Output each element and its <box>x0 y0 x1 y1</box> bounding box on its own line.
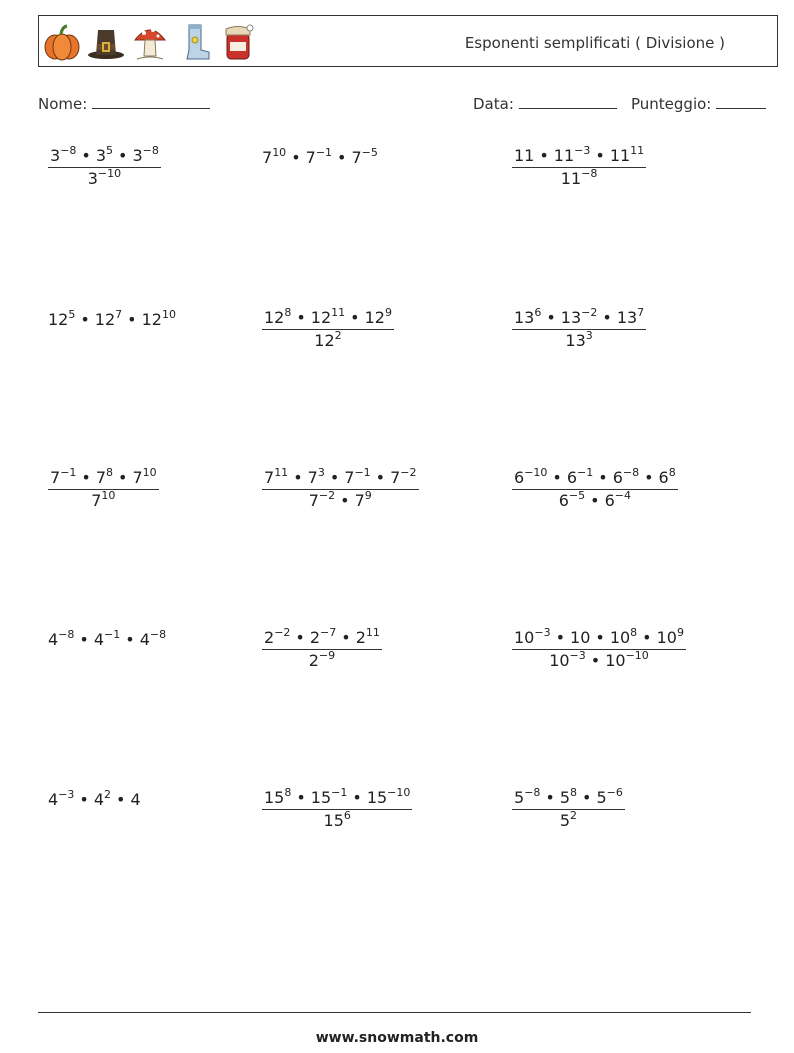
power-exponent: 2 <box>570 809 578 822</box>
power-base: 10 <box>656 628 677 647</box>
power-base: 11 <box>553 146 575 165</box>
power-base: 15 <box>264 788 285 807</box>
power-base: 10 <box>570 628 591 647</box>
power-base: 7 <box>307 468 318 487</box>
power-base: 10 <box>514 628 535 647</box>
denominator <box>512 810 625 829</box>
date-field <box>473 94 617 113</box>
fraction <box>512 626 686 670</box>
problem-8 <box>262 466 419 510</box>
power-base: 6 <box>566 468 578 487</box>
worksheet-header <box>38 15 778 67</box>
power-base: 12 <box>310 308 332 327</box>
multiply-dot: • <box>127 310 137 329</box>
multiply-dot: • <box>118 468 128 487</box>
problem-2 <box>262 146 378 167</box>
mushroom-icon <box>131 22 169 62</box>
power-exponent: 6 <box>534 306 542 319</box>
power-exponent: 9 <box>384 306 392 319</box>
power-base: 10 <box>605 651 626 670</box>
power-exponent: −3 <box>534 626 551 639</box>
multiply-dot: • <box>352 788 362 807</box>
power-exponent: 8 <box>284 786 292 799</box>
power-base: 6 <box>658 468 669 487</box>
multiply-dot: • <box>81 468 91 487</box>
multiply-dot: • <box>375 468 386 487</box>
power-base: 13 <box>560 308 582 327</box>
numerator <box>262 306 394 329</box>
power-exponent: −3 <box>569 649 586 662</box>
score-field <box>631 94 766 113</box>
problem-9 <box>512 466 678 510</box>
power-base: 12 <box>141 310 162 329</box>
power-exponent: 6 <box>343 809 351 822</box>
problem-5 <box>262 306 394 350</box>
denominator <box>262 650 382 669</box>
power-exponent: −9 <box>318 649 336 662</box>
multiply-dot: • <box>590 651 601 670</box>
power-exponent: −3 <box>58 788 75 801</box>
power-exponent: 9 <box>676 626 684 639</box>
denominator <box>512 168 646 187</box>
power-exponent: −8 <box>524 786 541 799</box>
power-exponent: −1 <box>315 146 333 159</box>
power-base: 3 <box>50 146 61 165</box>
power-exponent: 8 <box>668 466 676 479</box>
numerator <box>512 626 686 649</box>
power-base: 7 <box>262 148 273 167</box>
power-base: 12 <box>264 308 285 327</box>
power-exponent: −2 <box>274 626 291 639</box>
power-exponent: −1 <box>354 466 371 479</box>
multiply-dot: • <box>598 468 608 487</box>
power-base: 11 <box>560 169 582 188</box>
name-field <box>38 94 210 113</box>
date-blank[interactable] <box>519 94 617 109</box>
numerator <box>262 786 412 809</box>
power-exponent: 8 <box>284 306 292 319</box>
expression <box>262 146 378 167</box>
power-base: 5 <box>559 811 571 830</box>
power-base: 15 <box>366 788 388 807</box>
power-base: 7 <box>344 468 355 487</box>
header-icons <box>43 22 257 62</box>
date-label: Data: <box>473 95 514 113</box>
numerator <box>48 466 159 489</box>
multiply-dot: • <box>79 630 89 649</box>
power-exponent: 8 <box>106 466 114 479</box>
power-exponent: −5 <box>361 146 378 159</box>
power-exponent: 11 <box>274 466 289 479</box>
numerator <box>512 786 625 809</box>
power-exponent: 5 <box>68 308 76 321</box>
power-base: 15 <box>323 811 344 830</box>
power-exponent: −8 <box>622 466 640 479</box>
power-base: 7 <box>390 468 401 487</box>
power-base: 7 <box>264 468 275 487</box>
expression <box>48 308 176 329</box>
footer-divider <box>38 1012 751 1013</box>
problem-11 <box>262 626 382 670</box>
power-exponent: 11 <box>331 306 346 319</box>
power-base: 6 <box>612 468 623 487</box>
multiply-dot: • <box>644 468 654 487</box>
power-exponent: −10 <box>625 649 649 662</box>
power-exponent: −8 <box>58 628 75 641</box>
power-exponent: −8 <box>60 144 77 157</box>
power-exponent: 10 <box>101 489 116 502</box>
multiply-dot: • <box>296 788 306 807</box>
power-exponent: −4 <box>614 489 631 502</box>
power-exponent: 10 <box>272 146 287 159</box>
power-base: 2 <box>355 628 366 647</box>
power-base: 7 <box>91 491 102 510</box>
power-exponent: −8 <box>142 144 159 157</box>
power-base: 13 <box>565 331 586 350</box>
denominator <box>262 490 419 509</box>
multiply-dot: • <box>80 310 90 329</box>
multiply-dot: • <box>582 788 592 807</box>
power-exponent: −10 <box>387 786 411 799</box>
expression <box>48 628 167 649</box>
problem-13 <box>48 788 141 809</box>
pumpkin-icon <box>43 22 81 62</box>
multiply-dot: • <box>340 491 350 510</box>
power-base: 6 <box>558 491 569 510</box>
power-exponent: 10 <box>161 308 176 321</box>
power-base: 4 <box>130 790 141 809</box>
multiply-dot: • <box>602 308 612 327</box>
multiply-dot: • <box>545 788 555 807</box>
fraction <box>512 786 625 830</box>
multiply-dot: • <box>595 628 605 647</box>
power-exponent: 7 <box>637 306 645 319</box>
problem-14 <box>262 786 412 830</box>
power-exponent: 8 <box>630 626 638 639</box>
denominator <box>48 490 159 509</box>
name-label: Nome: <box>38 95 88 113</box>
problem-1 <box>48 144 161 188</box>
power-exponent: −10 <box>97 167 122 180</box>
fraction <box>512 466 678 510</box>
power-exponent: −1 <box>104 628 121 641</box>
multiply-dot: • <box>125 630 135 649</box>
jam-jar-icon <box>219 22 257 62</box>
denominator <box>512 330 646 349</box>
power-exponent: −5 <box>568 489 586 502</box>
multiply-dot: • <box>350 308 360 327</box>
denominator <box>48 168 161 187</box>
power-base: 10 <box>609 628 631 647</box>
power-exponent: −8 <box>581 167 598 180</box>
power-exponent: −10 <box>524 466 548 479</box>
power-base: 4 <box>93 630 105 649</box>
multiply-dot: • <box>595 146 605 165</box>
multiply-dot: • <box>116 790 126 809</box>
power-base: 7 <box>308 491 319 510</box>
power-base: 7 <box>354 491 365 510</box>
multiply-dot: • <box>329 468 340 487</box>
power-exponent: 3 <box>585 329 593 342</box>
power-exponent: −3 <box>574 144 591 157</box>
problem-4 <box>48 308 176 329</box>
numerator <box>262 466 419 489</box>
numerator <box>512 144 646 167</box>
power-exponent: 8 <box>570 786 578 799</box>
numerator <box>512 466 678 489</box>
power-base: 2 <box>264 628 275 647</box>
power-base: 5 <box>514 788 525 807</box>
power-base: 7 <box>351 148 362 167</box>
power-base: 4 <box>48 630 59 649</box>
power-exponent: 11 <box>630 144 645 157</box>
denominator <box>262 810 412 829</box>
power-base: 4 <box>48 790 59 809</box>
power-exponent: 5 <box>106 144 114 157</box>
power-exponent: −2 <box>400 466 417 479</box>
power-base: 12 <box>94 310 116 329</box>
multiply-dot: • <box>337 148 347 167</box>
denominator <box>262 330 394 349</box>
power-exponent: −1 <box>577 466 594 479</box>
problem-15 <box>512 786 625 830</box>
multiply-dot: • <box>590 491 600 510</box>
fraction <box>48 144 161 188</box>
power-exponent: −2 <box>318 489 336 502</box>
power-base: 6 <box>604 491 615 510</box>
multiply-dot: • <box>295 628 305 647</box>
score-label: Punteggio: <box>631 95 712 113</box>
multiply-dot: • <box>293 468 303 487</box>
power-base: 3 <box>87 169 98 188</box>
fraction <box>262 626 382 670</box>
multiply-dot: • <box>81 146 91 165</box>
power-base: 3 <box>95 146 107 165</box>
numerator <box>512 306 646 329</box>
fraction <box>512 144 646 188</box>
power-base: 4 <box>139 630 150 649</box>
fraction <box>262 306 394 350</box>
fraction <box>48 466 159 510</box>
power-exponent: 9 <box>364 489 372 502</box>
multiply-dot: • <box>296 308 306 327</box>
power-base: 5 <box>596 788 607 807</box>
multiply-dot: • <box>642 628 652 647</box>
multiply-dot: • <box>546 308 556 327</box>
fraction <box>512 306 646 350</box>
power-base: 12 <box>314 331 335 350</box>
power-exponent: −6 <box>606 786 623 799</box>
power-exponent: −7 <box>320 626 337 639</box>
denominator <box>512 650 686 669</box>
power-base: 7 <box>305 148 316 167</box>
power-base: 6 <box>514 468 525 487</box>
power-exponent: 3 <box>317 466 325 479</box>
power-exponent: 10 <box>142 466 157 479</box>
numerator <box>262 626 382 649</box>
power-base: 4 <box>93 790 105 809</box>
power-exponent: −1 <box>331 786 348 799</box>
power-base: 10 <box>549 651 570 670</box>
power-base: 13 <box>616 308 638 327</box>
power-base: 2 <box>309 628 321 647</box>
power-exponent: 11 <box>365 626 380 639</box>
fraction <box>262 786 412 830</box>
multiply-dot: • <box>291 148 301 167</box>
power-base: 11 <box>514 146 535 165</box>
power-base: 7 <box>95 468 107 487</box>
power-base: 12 <box>364 308 385 327</box>
problem-12 <box>512 626 686 670</box>
power-base: 12 <box>48 310 69 329</box>
worksheet-title: Esponenti semplificati ( Divisione ) <box>464 34 725 52</box>
fraction <box>262 466 419 510</box>
power-base: 5 <box>559 788 571 807</box>
multiply-dot: • <box>341 628 351 647</box>
name-blank[interactable] <box>92 94 210 109</box>
power-exponent: −2 <box>581 306 598 319</box>
rain-boot-icon <box>175 22 213 62</box>
pilgrim-hat-icon <box>87 22 125 62</box>
denominator <box>512 490 678 509</box>
multiply-dot: • <box>539 146 549 165</box>
multiply-dot: • <box>118 146 128 165</box>
problem-7 <box>48 466 159 510</box>
numerator <box>48 144 161 167</box>
power-exponent: 7 <box>115 308 123 321</box>
power-base: 7 <box>132 468 143 487</box>
power-base: 7 <box>50 468 61 487</box>
problem-10 <box>48 628 167 649</box>
expression <box>48 788 141 809</box>
power-exponent: 2 <box>334 329 342 342</box>
multiply-dot: • <box>79 790 89 809</box>
power-exponent: −8 <box>149 628 167 641</box>
problem-3 <box>512 144 646 188</box>
power-base: 11 <box>609 146 631 165</box>
power-base: 13 <box>514 308 535 327</box>
power-base: 3 <box>132 146 143 165</box>
score-blank[interactable] <box>716 94 766 109</box>
power-base: 2 <box>308 651 319 670</box>
multiply-dot: • <box>555 628 566 647</box>
multiply-dot: • <box>552 468 562 487</box>
problem-6 <box>512 306 646 350</box>
power-exponent: −1 <box>60 466 77 479</box>
footer-website: www.snowmath.com <box>315 1030 479 1046</box>
power-exponent: 2 <box>104 788 112 801</box>
power-base: 15 <box>310 788 332 807</box>
